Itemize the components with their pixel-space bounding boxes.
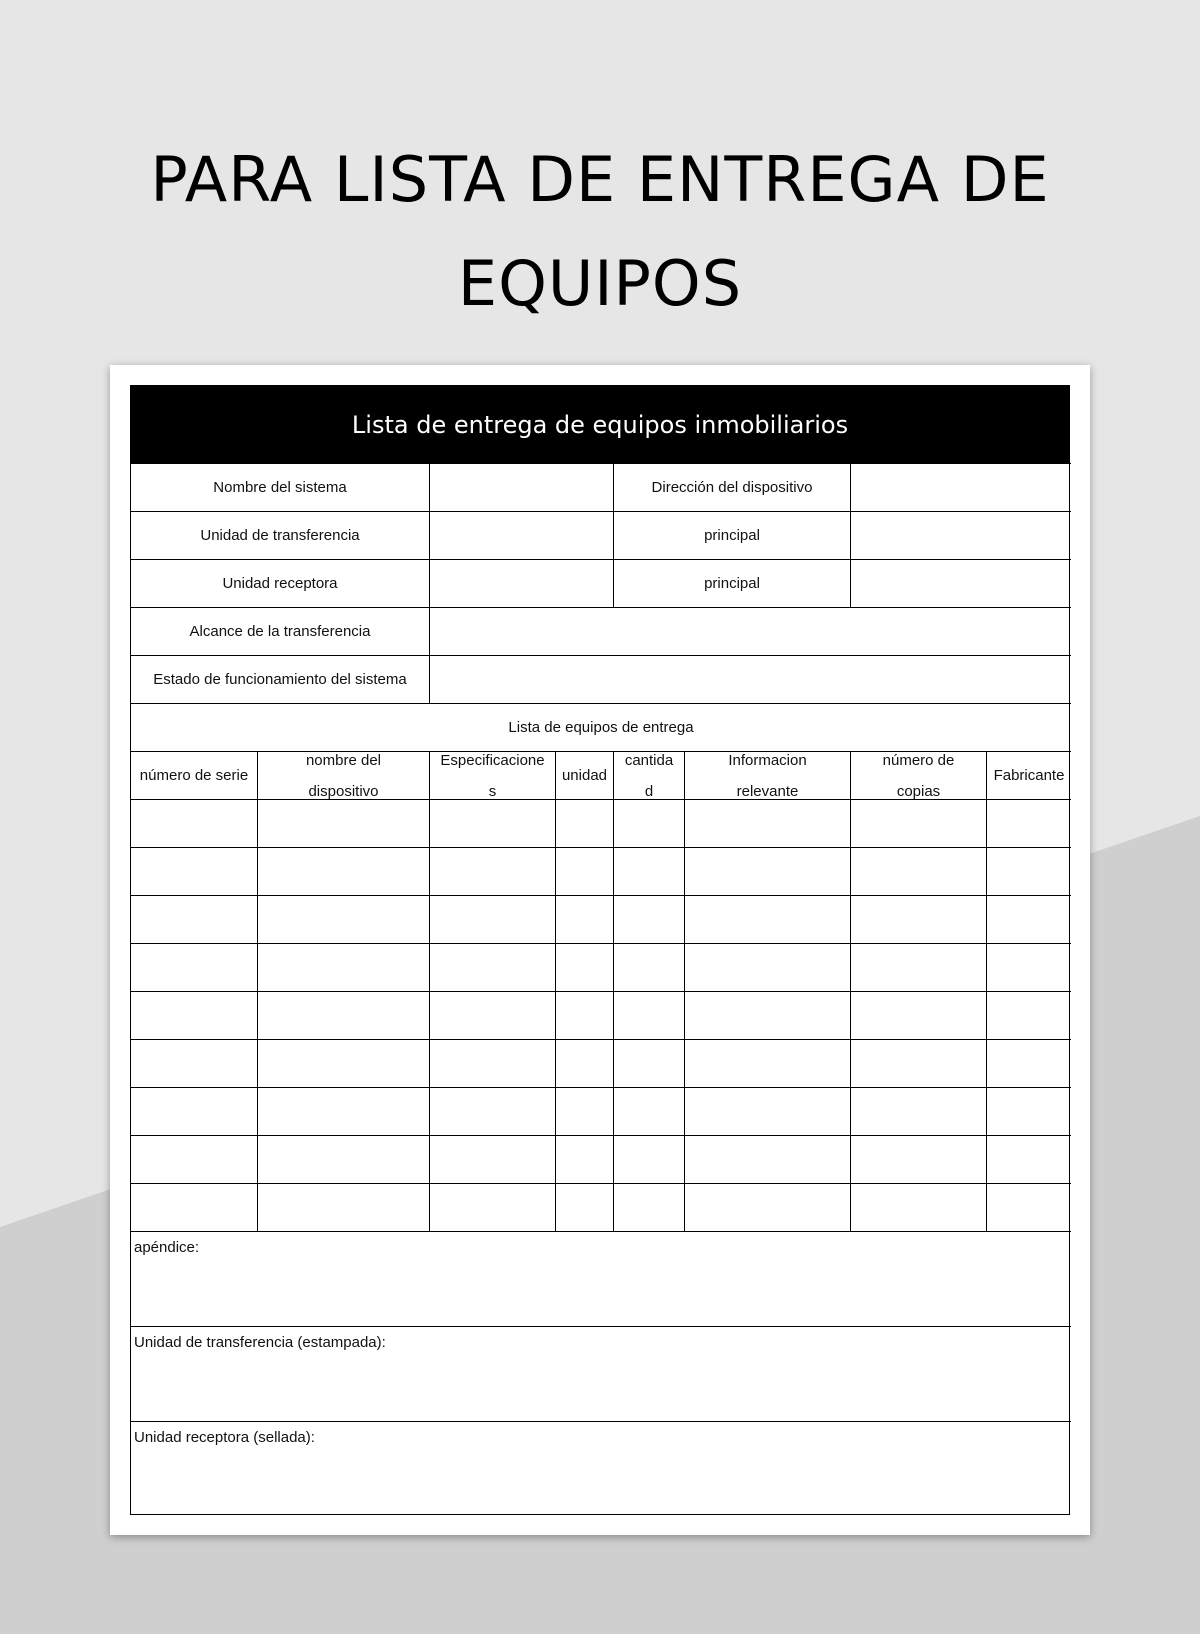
table-cell[interactable]: [850, 1183, 986, 1231]
table-cell[interactable]: [257, 943, 429, 991]
info-value-field-secondary[interactable]: [850, 463, 1071, 511]
column-header: [257, 751, 429, 799]
info-label-secondary-text: principal: [704, 575, 760, 592]
table-cell[interactable]: [429, 1087, 555, 1135]
column-header-text: [728, 751, 806, 799]
table-cell[interactable]: [555, 895, 613, 943]
column-header: [131, 751, 257, 799]
table-cell[interactable]: [555, 943, 613, 991]
table-cell[interactable]: [131, 943, 257, 991]
table-cell[interactable]: [986, 1039, 1071, 1087]
note-field-text: Unidad de transferencia (estampada):: [134, 1334, 386, 1351]
table-cell[interactable]: [684, 799, 850, 847]
column-header-text: [883, 751, 955, 799]
table-cell[interactable]: [986, 799, 1071, 847]
table-cell[interactable]: [986, 1087, 1071, 1135]
table-cell[interactable]: [850, 1135, 986, 1183]
wide-row-label: [131, 655, 429, 703]
info-value-field[interactable]: [429, 559, 613, 607]
table-cell[interactable]: [131, 895, 257, 943]
table-cell[interactable]: [613, 1183, 684, 1231]
info-label: [131, 559, 429, 607]
column-header-text: [140, 760, 248, 791]
table-cell[interactable]: [257, 1183, 429, 1231]
table-cell[interactable]: [131, 847, 257, 895]
table-cell[interactable]: [613, 943, 684, 991]
column-header-text: [562, 760, 607, 791]
page-title: [100, 128, 1100, 336]
table-cell[interactable]: [613, 1135, 684, 1183]
table-cell[interactable]: [850, 991, 986, 1039]
note-field[interactable]: [131, 1421, 1071, 1514]
column-header: [850, 751, 986, 799]
column-header-text: [994, 760, 1065, 791]
info-value-field[interactable]: [429, 463, 613, 511]
table-cell[interactable]: [131, 1183, 257, 1231]
table-cell[interactable]: [131, 1039, 257, 1087]
note-field-text: Unidad receptora (sellada):: [134, 1429, 315, 1446]
column-header-line: copias: [896, 782, 941, 799]
info-label-text: Unidad de transferencia: [200, 527, 360, 544]
column-header-line: relevante: [736, 782, 799, 799]
page-title-line-2: EQUIPOS: [457, 247, 743, 320]
column-header: [613, 751, 684, 799]
table-cell[interactable]: [850, 943, 986, 991]
column-header-line: Informacion: [728, 751, 807, 769]
table-cell[interactable]: [131, 1087, 257, 1135]
info-label-secondary: [613, 559, 850, 607]
table-cell[interactable]: [257, 799, 429, 847]
form-document: [110, 365, 1090, 1535]
table-cell[interactable]: [986, 943, 1071, 991]
table-cell[interactable]: [555, 1135, 613, 1183]
table-cell[interactable]: [684, 847, 850, 895]
table-cell[interactable]: [986, 895, 1071, 943]
wide-row-value-field[interactable]: [429, 607, 1071, 655]
column-header-text: [306, 751, 381, 799]
table-cell[interactable]: [555, 1087, 613, 1135]
column-header-line: unidad: [561, 767, 608, 784]
table-cell[interactable]: [850, 1087, 986, 1135]
table-cell[interactable]: [555, 799, 613, 847]
column-header-line: número de serie: [139, 767, 249, 784]
table-cell[interactable]: [429, 895, 555, 943]
table-cell[interactable]: [429, 1183, 555, 1231]
column-header: [986, 751, 1071, 799]
column-header: [429, 751, 555, 799]
table-cell[interactable]: [850, 895, 986, 943]
form-banner: Lista de entrega de equipos inmobiliarios: [131, 386, 1069, 463]
table-cell[interactable]: [850, 1039, 986, 1087]
info-label-secondary-text: principal: [704, 527, 760, 544]
table-cell[interactable]: [257, 1135, 429, 1183]
table-cell[interactable]: [684, 991, 850, 1039]
info-label-secondary: [613, 511, 850, 559]
table-cell[interactable]: [986, 991, 1071, 1039]
column-header-line: número de: [882, 751, 955, 769]
info-label-text: Nombre del sistema: [213, 479, 347, 496]
column-header-line: cantida: [624, 751, 674, 769]
column-header: [684, 751, 850, 799]
column-header-text: [625, 751, 673, 799]
form-sheet: [130, 385, 1070, 1515]
wide-row-label-text: Estado de funcionamiento del sistema: [153, 671, 407, 688]
table-cell[interactable]: [850, 847, 986, 895]
table-cell[interactable]: [613, 895, 684, 943]
table-cell[interactable]: [131, 799, 257, 847]
table-cell[interactable]: [429, 1135, 555, 1183]
table-cell[interactable]: [613, 1087, 684, 1135]
note-field[interactable]: [131, 1326, 1071, 1421]
table-cell[interactable]: [429, 799, 555, 847]
column-header-line: s: [488, 782, 497, 799]
info-label-text: Unidad receptora: [222, 575, 338, 592]
table-cell[interactable]: [613, 799, 684, 847]
wide-row-label-text: Alcance de la transferencia: [189, 623, 371, 640]
info-label: [131, 511, 429, 559]
wide-row-value-field[interactable]: [429, 655, 1071, 703]
equipment-list-title: [131, 703, 1071, 751]
column-header-line: nombre del: [305, 751, 382, 769]
table-cell[interactable]: [257, 991, 429, 1039]
info-value-field[interactable]: [429, 511, 613, 559]
table-cell[interactable]: [429, 943, 555, 991]
table-cell[interactable]: [684, 895, 850, 943]
info-label-secondary: [613, 463, 850, 511]
info-label-secondary-text: Dirección del dispositivo: [651, 479, 813, 496]
column-header-line: dispositivo: [308, 782, 379, 799]
note-field-text: apéndice:: [134, 1239, 200, 1256]
table-cell[interactable]: [555, 991, 613, 1039]
table-cell[interactable]: [613, 1039, 684, 1087]
column-header-text: [440, 751, 544, 799]
equipment-list-title-text: Lista de equipos de entrega: [508, 719, 694, 736]
table-cell[interactable]: [684, 1039, 850, 1087]
table-cell[interactable]: [684, 1135, 850, 1183]
info-value-field-secondary[interactable]: [850, 559, 1071, 607]
info-value-field-secondary[interactable]: [850, 511, 1071, 559]
table-cell[interactable]: [131, 991, 257, 1039]
column-header-line: Fabricante: [993, 767, 1065, 784]
table-cell[interactable]: [555, 1183, 613, 1231]
note-field[interactable]: [131, 1231, 1071, 1326]
column-header-line: Especificacione: [440, 751, 545, 769]
table-cell[interactable]: [131, 1135, 257, 1183]
table-cell[interactable]: [555, 1039, 613, 1087]
table-cell[interactable]: [429, 991, 555, 1039]
column-header-line: d: [644, 782, 654, 799]
table-cell[interactable]: [429, 847, 555, 895]
table-cell[interactable]: [986, 1135, 1071, 1183]
table-cell[interactable]: [257, 895, 429, 943]
table-cell[interactable]: [850, 799, 986, 847]
table-cell[interactable]: [684, 943, 850, 991]
table-cell[interactable]: [555, 847, 613, 895]
table-cell[interactable]: [986, 1183, 1071, 1231]
info-label: [131, 463, 429, 511]
table-cell[interactable]: [613, 847, 684, 895]
table-cell[interactable]: [613, 991, 684, 1039]
table-cell[interactable]: [257, 1039, 429, 1087]
wide-row-label: [131, 607, 429, 655]
column-header: [555, 751, 613, 799]
table-cell[interactable]: [684, 1183, 850, 1231]
table-cell[interactable]: [257, 847, 429, 895]
table-cell[interactable]: [429, 1039, 555, 1087]
table-cell[interactable]: [257, 1087, 429, 1135]
page-title-line-1: PARA LISTA DE ENTREGA DE: [150, 143, 1050, 216]
table-cell[interactable]: [986, 847, 1071, 895]
table-cell[interactable]: [684, 1087, 850, 1135]
